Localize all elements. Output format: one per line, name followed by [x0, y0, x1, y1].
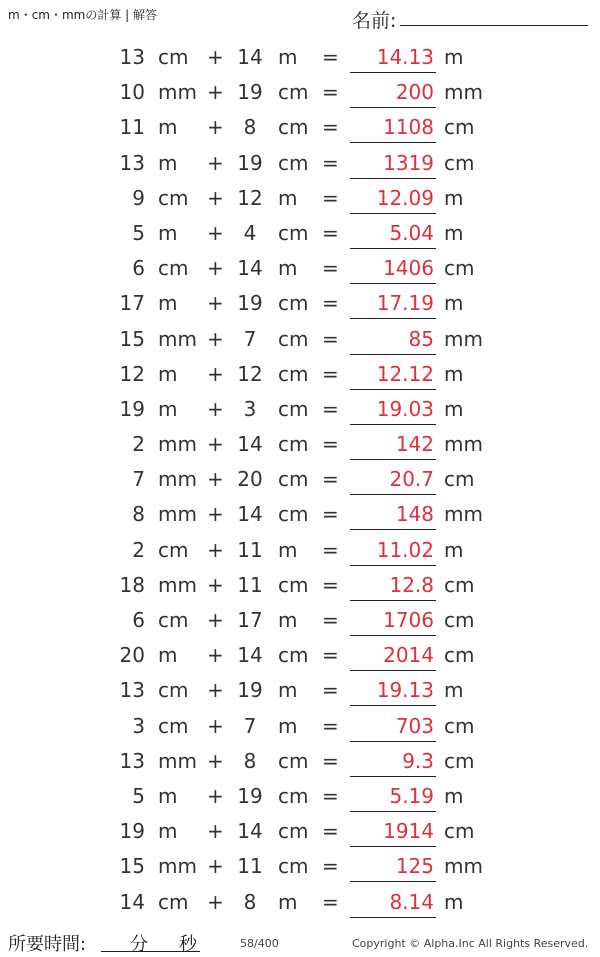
answer-unit: m	[444, 291, 464, 316]
second-unit: cm	[278, 326, 309, 351]
problem-row	[0, 427, 600, 462]
answer-value: 14.13	[376, 45, 434, 69]
second-number: 11	[237, 854, 263, 879]
answer-line	[350, 424, 436, 425]
answer-line	[350, 565, 436, 566]
second-unit: cm	[278, 643, 309, 668]
problem-row	[0, 110, 600, 145]
answer-line	[350, 494, 436, 495]
second-unit: cm	[278, 748, 309, 773]
second-unit: cm	[278, 783, 309, 808]
equals-sign: =	[322, 748, 339, 773]
first-unit: cm	[158, 185, 189, 210]
answer-line	[350, 741, 436, 742]
second-number: 14	[237, 45, 263, 69]
problem-row	[0, 497, 600, 532]
problem-row	[0, 462, 600, 497]
first-number: 2	[132, 432, 145, 457]
second-number: 14	[237, 819, 263, 844]
first-number: 7	[132, 467, 145, 492]
answer-line	[350, 670, 436, 671]
answer-line	[350, 459, 436, 460]
answer-line	[350, 72, 436, 73]
first-unit: m	[158, 115, 178, 140]
first-number: 18	[119, 572, 145, 597]
answer-value: 125	[395, 854, 434, 879]
equals-sign: =	[322, 502, 339, 527]
plus-sign: +	[207, 396, 224, 421]
first-unit: mm	[158, 572, 197, 597]
answer-unit: cm	[444, 713, 475, 738]
second-unit: cm	[278, 854, 309, 879]
answer-unit: m	[444, 537, 464, 562]
second-unit: m	[278, 45, 298, 69]
plus-sign: +	[207, 748, 224, 773]
second-number: 20	[237, 467, 263, 492]
problem-row	[0, 40, 600, 75]
first-unit: m	[158, 291, 178, 316]
problem-row	[0, 673, 600, 708]
first-number: 11	[119, 115, 145, 140]
answer-value: 1706	[383, 608, 434, 632]
second-unit: cm	[278, 467, 309, 492]
answer-line	[350, 389, 436, 390]
second-number: 8	[243, 889, 257, 914]
answer-value: 12.8	[389, 572, 434, 597]
second-number: 19	[237, 150, 263, 175]
problem-row	[0, 181, 600, 216]
equals-sign: =	[322, 185, 339, 210]
answer-unit: cm	[444, 572, 475, 597]
plus-sign: +	[207, 150, 224, 175]
plus-sign: +	[207, 854, 224, 879]
second-number: 7	[243, 326, 257, 351]
answer-line	[350, 881, 436, 882]
first-number: 6	[132, 256, 145, 281]
second-number: 14	[237, 432, 263, 457]
second-unit: cm	[278, 502, 309, 527]
answer-line	[350, 811, 436, 812]
answer-line	[350, 917, 436, 918]
answer-value: 85	[408, 326, 434, 351]
plus-sign: +	[207, 502, 224, 527]
plus-sign: +	[207, 678, 224, 703]
second-number: 8	[243, 748, 257, 773]
second-number: 3	[243, 396, 257, 421]
answer-unit: cm	[444, 256, 475, 281]
second-number: 7	[243, 713, 257, 738]
second-number: 11	[237, 537, 263, 562]
first-number: 5	[132, 783, 145, 808]
answer-line	[350, 705, 436, 706]
equals-sign: =	[322, 572, 339, 597]
equals-sign: =	[322, 115, 339, 140]
equals-sign: =	[322, 783, 339, 808]
equals-sign: =	[322, 643, 339, 668]
first-unit: mm	[158, 467, 197, 492]
second-unit: cm	[278, 572, 309, 597]
plus-sign: +	[207, 220, 224, 245]
equals-sign: =	[322, 220, 339, 245]
answer-unit: cm	[444, 643, 475, 668]
equals-sign: =	[322, 326, 339, 351]
first-unit: mm	[158, 854, 197, 879]
answer-line	[350, 846, 436, 847]
equals-sign: =	[322, 432, 339, 457]
equals-sign: =	[322, 80, 339, 105]
answer-unit: cm	[444, 819, 475, 844]
first-number: 17	[119, 291, 145, 316]
problem-row	[0, 533, 600, 568]
first-number: 14	[119, 889, 145, 914]
name-label: 名前:	[352, 10, 397, 32]
second-unit: m	[278, 678, 298, 703]
plus-sign: +	[207, 608, 224, 632]
second-number: 19	[237, 783, 263, 808]
first-number: 8	[132, 502, 145, 527]
problem-row	[0, 216, 600, 251]
answer-unit: cm	[444, 467, 475, 492]
problem-row	[0, 392, 600, 427]
problem-row	[0, 885, 600, 920]
answer-line	[350, 283, 436, 284]
answer-unit: m	[444, 783, 464, 808]
answer-value: 5.19	[389, 783, 434, 808]
first-number: 13	[119, 678, 145, 703]
equals-sign: =	[322, 854, 339, 879]
second-unit: cm	[278, 291, 309, 316]
problem-row	[0, 603, 600, 638]
first-number: 12	[119, 361, 145, 386]
answer-unit: mm	[444, 326, 483, 351]
equals-sign: =	[322, 150, 339, 175]
equals-sign: =	[322, 467, 339, 492]
plus-sign: +	[207, 643, 224, 668]
answer-unit: cm	[444, 115, 475, 140]
first-number: 19	[119, 819, 145, 844]
second-unit: m	[278, 256, 298, 281]
equals-sign: =	[322, 291, 339, 316]
problem-row	[0, 286, 600, 321]
first-unit: m	[158, 783, 178, 808]
first-unit: m	[158, 150, 178, 175]
first-number: 15	[119, 326, 145, 351]
plus-sign: +	[207, 115, 224, 140]
plus-sign: +	[207, 185, 224, 210]
first-unit: m	[158, 361, 178, 386]
first-number: 20	[119, 643, 145, 668]
equals-sign: =	[322, 45, 339, 69]
answer-line	[350, 635, 436, 636]
second-unit: cm	[278, 819, 309, 844]
answer-unit: m	[444, 45, 464, 69]
copyright: Copyright © Alpha.Inc All Rights Reserved.	[352, 937, 589, 950]
answer-line	[350, 776, 436, 777]
problem-row	[0, 75, 600, 110]
plus-sign: +	[207, 537, 224, 562]
answer-value: 200	[395, 80, 434, 105]
answer-unit: mm	[444, 854, 483, 879]
problem-list	[0, 40, 600, 920]
first-unit: m	[158, 396, 178, 421]
plus-sign: +	[207, 783, 224, 808]
answer-line	[350, 213, 436, 214]
plus-sign: +	[207, 889, 224, 914]
second-unit: cm	[278, 432, 309, 457]
first-unit: cm	[158, 45, 189, 69]
second-number: 8	[243, 115, 257, 140]
first-number: 15	[119, 854, 145, 879]
answer-value: 2014	[383, 643, 434, 668]
second-number: 12	[237, 361, 263, 386]
problem-row	[0, 709, 600, 744]
problem-row	[0, 322, 600, 357]
problem-row	[0, 251, 600, 286]
name-field-line	[400, 25, 588, 26]
answer-unit: mm	[444, 502, 483, 527]
plus-sign: +	[207, 45, 224, 69]
answer-value: 12.09	[376, 185, 434, 210]
answer-value: 148	[395, 502, 434, 527]
answer-line	[350, 354, 436, 355]
plus-sign: +	[207, 326, 224, 351]
answer-line	[350, 529, 436, 530]
first-number: 6	[132, 608, 145, 632]
equals-sign: =	[322, 889, 339, 914]
problem-row	[0, 849, 600, 884]
plus-sign: +	[207, 467, 224, 492]
second-unit: cm	[278, 80, 309, 105]
answer-value: 703	[395, 713, 434, 738]
second-unit: m	[278, 608, 298, 632]
second-unit: cm	[278, 150, 309, 175]
answer-unit: m	[444, 220, 464, 245]
second-unit: m	[278, 713, 298, 738]
problem-row	[0, 744, 600, 779]
answer-unit: m	[444, 678, 464, 703]
answer-value: 19.03	[376, 396, 434, 421]
answer-value: 20.7	[389, 467, 434, 492]
first-unit: mm	[158, 502, 197, 527]
answer-unit: cm	[444, 748, 475, 773]
second-number: 17	[237, 608, 263, 632]
second-number: 14	[237, 256, 263, 281]
first-unit: mm	[158, 432, 197, 457]
answer-value: 1319	[383, 150, 434, 175]
answer-value: 17.19	[376, 291, 434, 316]
answer-unit: mm	[444, 80, 483, 105]
second-number: 19	[237, 80, 263, 105]
time-label: 所要時間:	[8, 934, 87, 955]
plus-sign: +	[207, 819, 224, 844]
first-unit: cm	[158, 256, 189, 281]
answer-value: 5.04	[389, 220, 434, 245]
second-number: 14	[237, 643, 263, 668]
problem-row	[0, 814, 600, 849]
equals-sign: =	[322, 256, 339, 281]
plus-sign: +	[207, 361, 224, 386]
answer-value: 8.14	[389, 889, 434, 914]
equals-sign: =	[322, 361, 339, 386]
first-unit: mm	[158, 326, 197, 351]
equals-sign: =	[322, 608, 339, 632]
equals-sign: =	[322, 713, 339, 738]
second-unit: cm	[278, 220, 309, 245]
plus-sign: +	[207, 713, 224, 738]
answer-unit: cm	[444, 608, 475, 632]
first-number: 5	[132, 220, 145, 245]
answer-unit: m	[444, 361, 464, 386]
answer-value: 1108	[383, 115, 434, 140]
first-number: 2	[132, 537, 145, 562]
first-unit: mm	[158, 80, 197, 105]
first-unit: cm	[158, 678, 189, 703]
answer-value: 12.12	[376, 361, 434, 386]
first-number: 3	[132, 713, 145, 738]
answer-unit: cm	[444, 150, 475, 175]
plus-sign: +	[207, 572, 224, 597]
answer-line	[350, 248, 436, 249]
answer-unit: m	[444, 889, 464, 914]
answer-value: 11.02	[376, 537, 434, 562]
second-unit: m	[278, 185, 298, 210]
page-title: m・cm・mmの計算 | 解答	[8, 8, 158, 22]
first-unit: mm	[158, 748, 197, 773]
answer-value: 19.13	[376, 678, 434, 703]
first-unit: cm	[158, 713, 189, 738]
plus-sign: +	[207, 80, 224, 105]
first-unit: m	[158, 220, 178, 245]
second-number: 11	[237, 572, 263, 597]
second-unit: cm	[278, 115, 309, 140]
problem-row	[0, 638, 600, 673]
first-unit: m	[158, 819, 178, 844]
page-number: 58/400	[240, 937, 279, 950]
minutes-label: 分	[130, 934, 148, 955]
answer-line	[350, 600, 436, 601]
answer-line	[350, 318, 436, 319]
plus-sign: +	[207, 432, 224, 457]
seconds-label: 秒	[179, 934, 197, 955]
second-number: 4	[243, 220, 257, 245]
problem-row	[0, 568, 600, 603]
second-unit: cm	[278, 361, 309, 386]
first-number: 9	[132, 185, 145, 210]
first-number: 19	[119, 396, 145, 421]
problem-row	[0, 357, 600, 392]
equals-sign: =	[322, 678, 339, 703]
problem-row	[0, 779, 600, 814]
second-number: 19	[237, 291, 263, 316]
answer-line	[350, 178, 436, 179]
answer-unit: mm	[444, 432, 483, 457]
first-unit: cm	[158, 889, 189, 914]
second-unit: cm	[278, 396, 309, 421]
second-unit: m	[278, 537, 298, 562]
first-unit: m	[158, 643, 178, 668]
equals-sign: =	[322, 819, 339, 844]
first-unit: cm	[158, 608, 189, 632]
first-number: 13	[119, 150, 145, 175]
answer-unit: m	[444, 396, 464, 421]
answer-value: 9.3	[402, 748, 434, 773]
answer-line	[350, 107, 436, 108]
equals-sign: =	[322, 537, 339, 562]
first-unit: cm	[158, 537, 189, 562]
answer-value: 1406	[383, 256, 434, 281]
plus-sign: +	[207, 291, 224, 316]
answer-unit: m	[444, 185, 464, 210]
first-number: 13	[119, 748, 145, 773]
answer-value: 1914	[383, 819, 434, 844]
second-unit: m	[278, 889, 298, 914]
second-number: 14	[237, 502, 263, 527]
first-number: 13	[119, 45, 145, 69]
answer-line	[350, 142, 436, 143]
equals-sign: =	[322, 396, 339, 421]
second-number: 19	[237, 678, 263, 703]
problem-row	[0, 146, 600, 181]
plus-sign: +	[207, 256, 224, 281]
answer-value: 142	[395, 432, 434, 457]
first-number: 10	[119, 80, 145, 105]
second-number: 12	[237, 185, 263, 210]
